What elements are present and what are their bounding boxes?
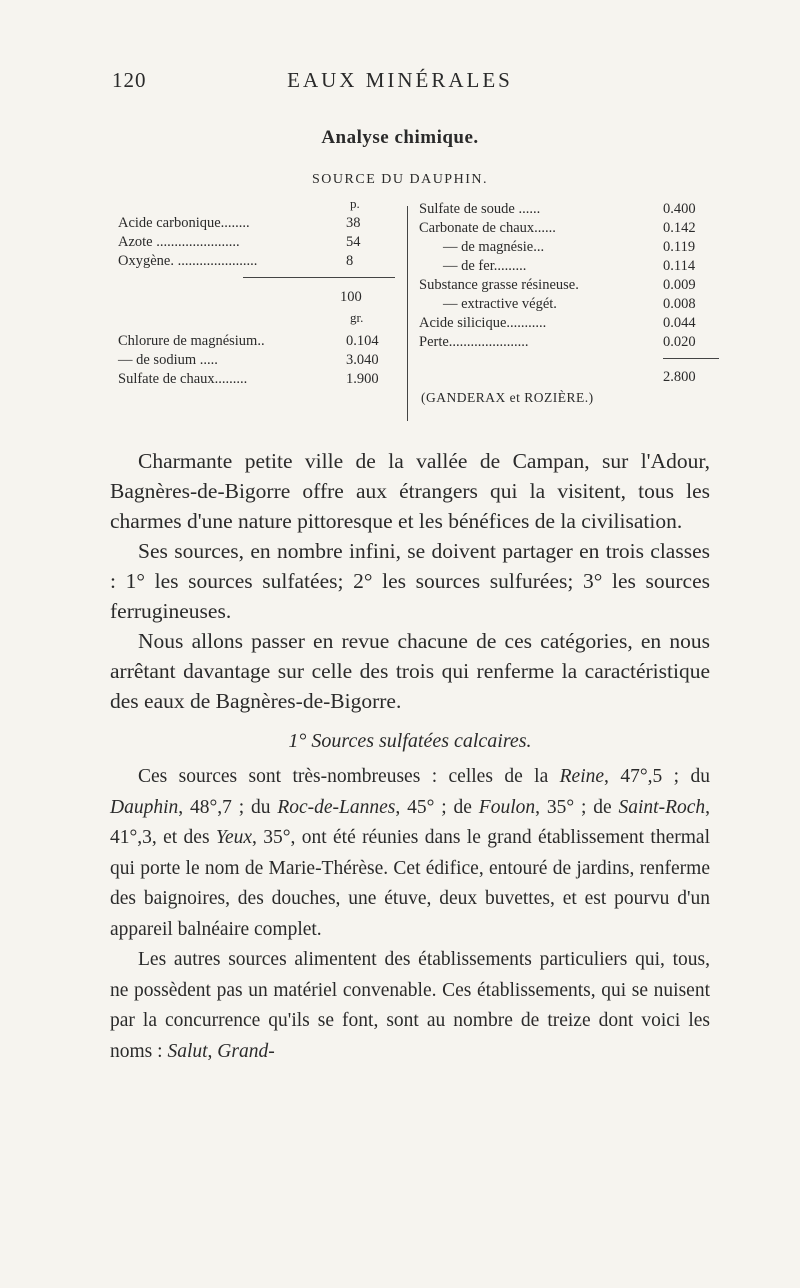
row-label: Chlorure de magnésium.. bbox=[118, 333, 265, 349]
total-value: 2.800 bbox=[663, 369, 696, 385]
row-value: 0.400 bbox=[663, 201, 696, 217]
row-label: Substance grasse résineuse. bbox=[419, 277, 579, 293]
body-text bbox=[110, 446, 710, 1067]
unit-percent: p. bbox=[350, 196, 360, 211]
total-row bbox=[118, 288, 402, 307]
table-row bbox=[419, 257, 725, 276]
row-value: 1.900 bbox=[346, 371, 379, 387]
analysis-source: SOURCE DU DAUPHIN. bbox=[312, 172, 488, 187]
table-row bbox=[118, 233, 402, 252]
row-value: 0.008 bbox=[663, 296, 696, 312]
row-label: — de magnésie... bbox=[443, 239, 545, 255]
row-value: 0.020 bbox=[663, 334, 696, 350]
table-row bbox=[419, 276, 725, 295]
row-value: 0.009 bbox=[663, 277, 696, 293]
table-row bbox=[419, 219, 725, 238]
table-row bbox=[118, 332, 402, 351]
row-label: — de sodium ..... bbox=[118, 352, 218, 368]
total-row bbox=[419, 368, 725, 387]
row-value: 3.040 bbox=[346, 352, 379, 368]
row-value: 0.044 bbox=[663, 315, 696, 331]
row-value: 0.114 bbox=[663, 258, 696, 274]
paragraph: Ses sources, en nombre infini, se doivent partager en trois classes : 1° les sources sulfatées; 2° les sources sulfurées; 3° les sources ferrugineuses. bbox=[110, 539, 710, 623]
row-label: Sulfate de soude ...... bbox=[419, 201, 541, 217]
paragraph: Les autres sources alimentent des établissements particuliers qui, tous, ne possèdent pas un matériel convenable. Ces établissements, qui se nuisent par la concurrence qu'ils se font, sont au nombre de treize dont voici les noms : Salut, Grand- bbox=[110, 949, 710, 1062]
unit-grams: gr. bbox=[350, 310, 364, 325]
running-title: EAUX MINÉRALES bbox=[287, 68, 513, 92]
row-label: — de fer......... bbox=[443, 258, 527, 274]
row-value: 0.104 bbox=[346, 333, 379, 349]
paragraph: Charmante petite ville de la vallée de Campan, sur l'Adour, Bagnères-de-Bigorre offre aux étrangers qui la visitent, tous les charmes d'une nature pittoresque et les bénéfices de la civilisation. bbox=[110, 449, 710, 533]
table-row bbox=[118, 351, 402, 370]
table-row bbox=[118, 370, 402, 389]
paragraph: Nous allons passer en revue chacune de ces catégories, en nous arrêtant davantage sur celle des trois qui renferme la caractéristique des eaux de Bagnères-de-Bigorre. bbox=[110, 629, 710, 713]
section-heading: 1° Sources sulfatées calcaires. bbox=[288, 730, 532, 752]
row-label: Carbonate de chaux...... bbox=[419, 220, 556, 236]
row-label: — extractive végét. bbox=[443, 296, 557, 312]
table-row bbox=[419, 200, 725, 219]
table-row bbox=[118, 252, 402, 271]
row-label: Azote ....................... bbox=[118, 234, 240, 250]
sum-rule bbox=[243, 277, 395, 278]
row-value: 0.142 bbox=[663, 220, 696, 236]
table-row bbox=[419, 333, 725, 352]
row-label: Sulfate de chaux......... bbox=[118, 371, 248, 387]
table-row bbox=[118, 214, 402, 233]
analysis-title: Analyse chimique. bbox=[321, 127, 479, 148]
row-label: Acide carbonique........ bbox=[118, 215, 250, 231]
citation: (GANDERAX et ROZIÈRE.) bbox=[421, 390, 594, 405]
row-value: 54 bbox=[346, 234, 361, 250]
row-label: Oxygène. ...................... bbox=[118, 253, 258, 269]
total-value: 100 bbox=[340, 289, 362, 305]
sum-rule bbox=[663, 358, 719, 359]
row-value: 8 bbox=[346, 253, 354, 269]
paragraph: Ces sources sont très-nombreuses : celles de la Reine, 47°,5 ; du Dauphin, 48°,7 ; du Roc-de-Lannes, 45° ; de Foulon, 35° ; de Saint-Roch, 41°,3, et des Yeux, 35°, ont été réunies dans le grand établissement thermal qui porte le nom de Marie-Thérèse. Cet édifice, entouré de jardins, renferme des baignoires, des douches, une étuve, deux buvettes, et est pourvu d'un appareil balnéaire complet. bbox=[110, 766, 711, 940]
table-row bbox=[419, 314, 725, 333]
column-divider bbox=[407, 206, 408, 421]
row-label: Acide silicique........... bbox=[419, 315, 547, 331]
row-value: 0.119 bbox=[663, 239, 696, 255]
table-row bbox=[419, 295, 725, 314]
right-column bbox=[419, 200, 725, 428]
table-row bbox=[419, 238, 725, 257]
analysis-table bbox=[118, 196, 738, 428]
page-number: 120 bbox=[112, 68, 147, 92]
row-value: 38 bbox=[346, 215, 361, 231]
left-column bbox=[118, 196, 402, 428]
row-label: Perte...................... bbox=[419, 334, 529, 350]
